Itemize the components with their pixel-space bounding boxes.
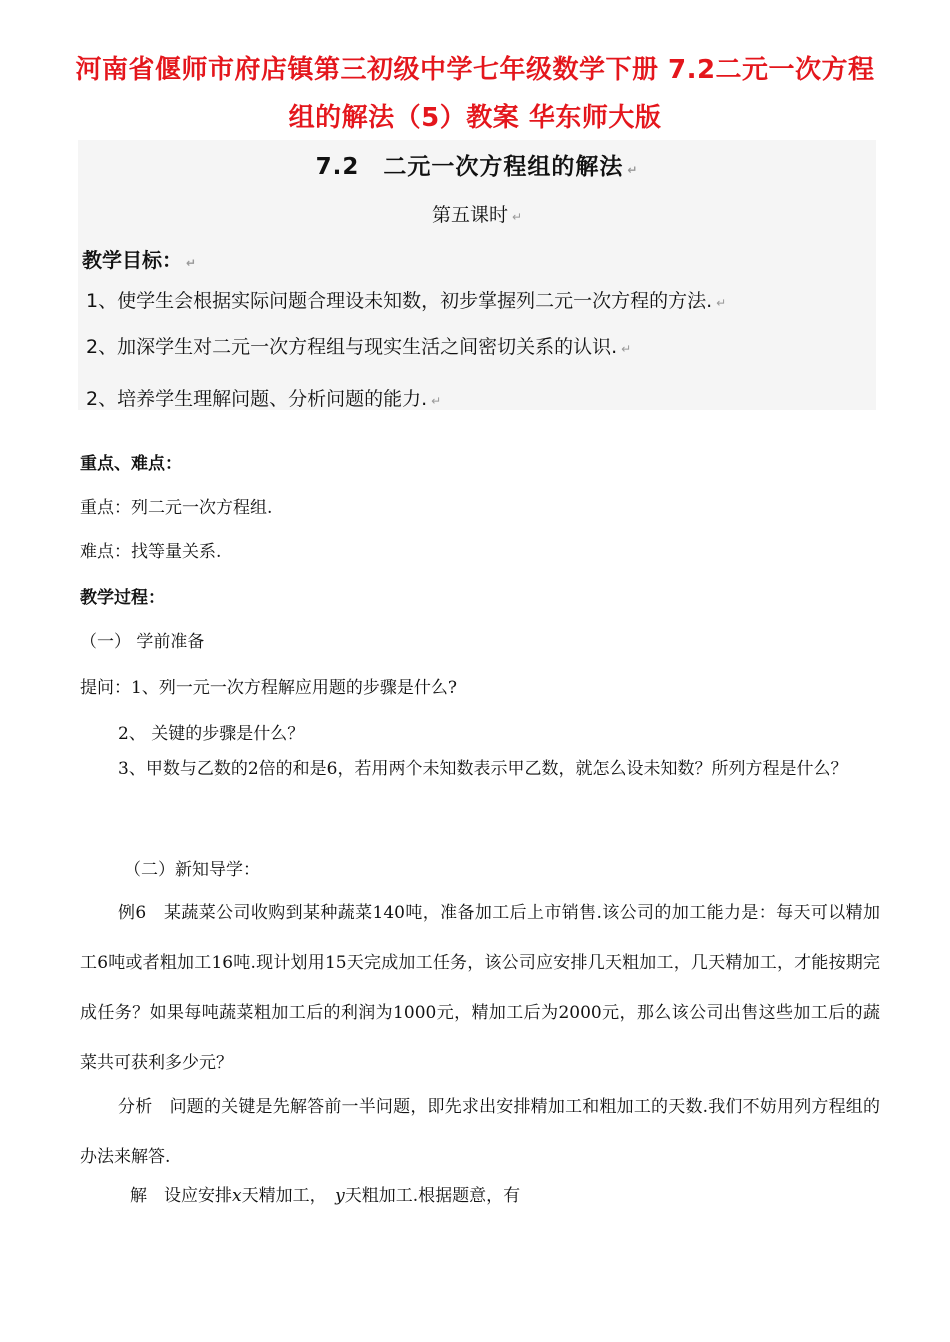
key-points-heading: 重点、难点： (80, 454, 182, 474)
paragraph-mark: ↵ (431, 394, 442, 408)
section-heading-1: （一） 学前准备 (80, 632, 205, 652)
process-heading: 教学过程： (80, 588, 165, 608)
objectives-heading: 教学目标： ↵ (82, 248, 197, 272)
question-3: 3、甲数与乙数的2倍的和是6，若用两个未知数表示甲乙数，就怎么设未知数？所列方程是什么？ (118, 759, 848, 779)
difficult-point: 难点：找等量关系. (80, 542, 222, 562)
lesson-heading: 7.2 二元一次方程组的解法 ↵ (315, 154, 639, 180)
example-6-text: 例6 某蔬菜公司收购到某种蔬菜140吨，准备加工后上市销售.该公司的加工能力是：每天可以精加工6吨或者粗加工16吨.现计划用15天完成加工任务，该公司应安排几天粗加工，几天精加工，才能按期完成任务？如果每吨蔬菜粗加工后的利润为1000元，精加工后为2000元，那么该公司出售这些加工后的蔬菜共可获利多少元？ (80, 903, 880, 1073)
embedded-lesson-image (78, 140, 876, 410)
section-heading-2: （二）新知导学： (124, 860, 260, 880)
paragraph-mark: ↵ (627, 163, 639, 177)
objective-item: 1、使学生会根据实际问题合理设未知数，初步掌握列二元一次方程的方法. ↵ (86, 290, 727, 312)
paragraph-mark: ↵ (716, 296, 727, 310)
document-title: 河南省偃师市府店镇第三初级中学七年级数学下册 7.2二元一次方程组的解法（5）教案 华东师大版 (75, 55, 875, 133)
variable-y: y (335, 1186, 345, 1206)
variable-x: x (232, 1186, 242, 1206)
paragraph-mark: ↵ (621, 342, 632, 356)
key-point: 重点：列二元一次方程组. (80, 498, 273, 518)
solution-line: 解 设应安排x天精加工， y天粗加工.根据题意，有 (130, 1186, 521, 1206)
analysis-text: 分析 问题的关键是先解答前一半问题，即先求出安排精加工和粗加工的天数.我们不妨用列方程组的办法来解答. (80, 1097, 880, 1167)
question-2: 2、 关键的步骤是什么？ (118, 724, 305, 744)
objective-item: 2、加深学生对二元一次方程组与现实生活之间密切关系的认识. ↵ (86, 336, 632, 358)
question-1: 提问：1、列一元一次方程解应用题的步骤是什么? (80, 678, 457, 698)
objective-item: 2、培养学生理解问题、分析问题的能力. ↵ (86, 388, 442, 410)
paragraph-mark: ↵ (186, 256, 197, 270)
paragraph-mark: ↵ (511, 210, 523, 224)
lesson-subheading: 第五课时 ↵ (431, 204, 523, 226)
